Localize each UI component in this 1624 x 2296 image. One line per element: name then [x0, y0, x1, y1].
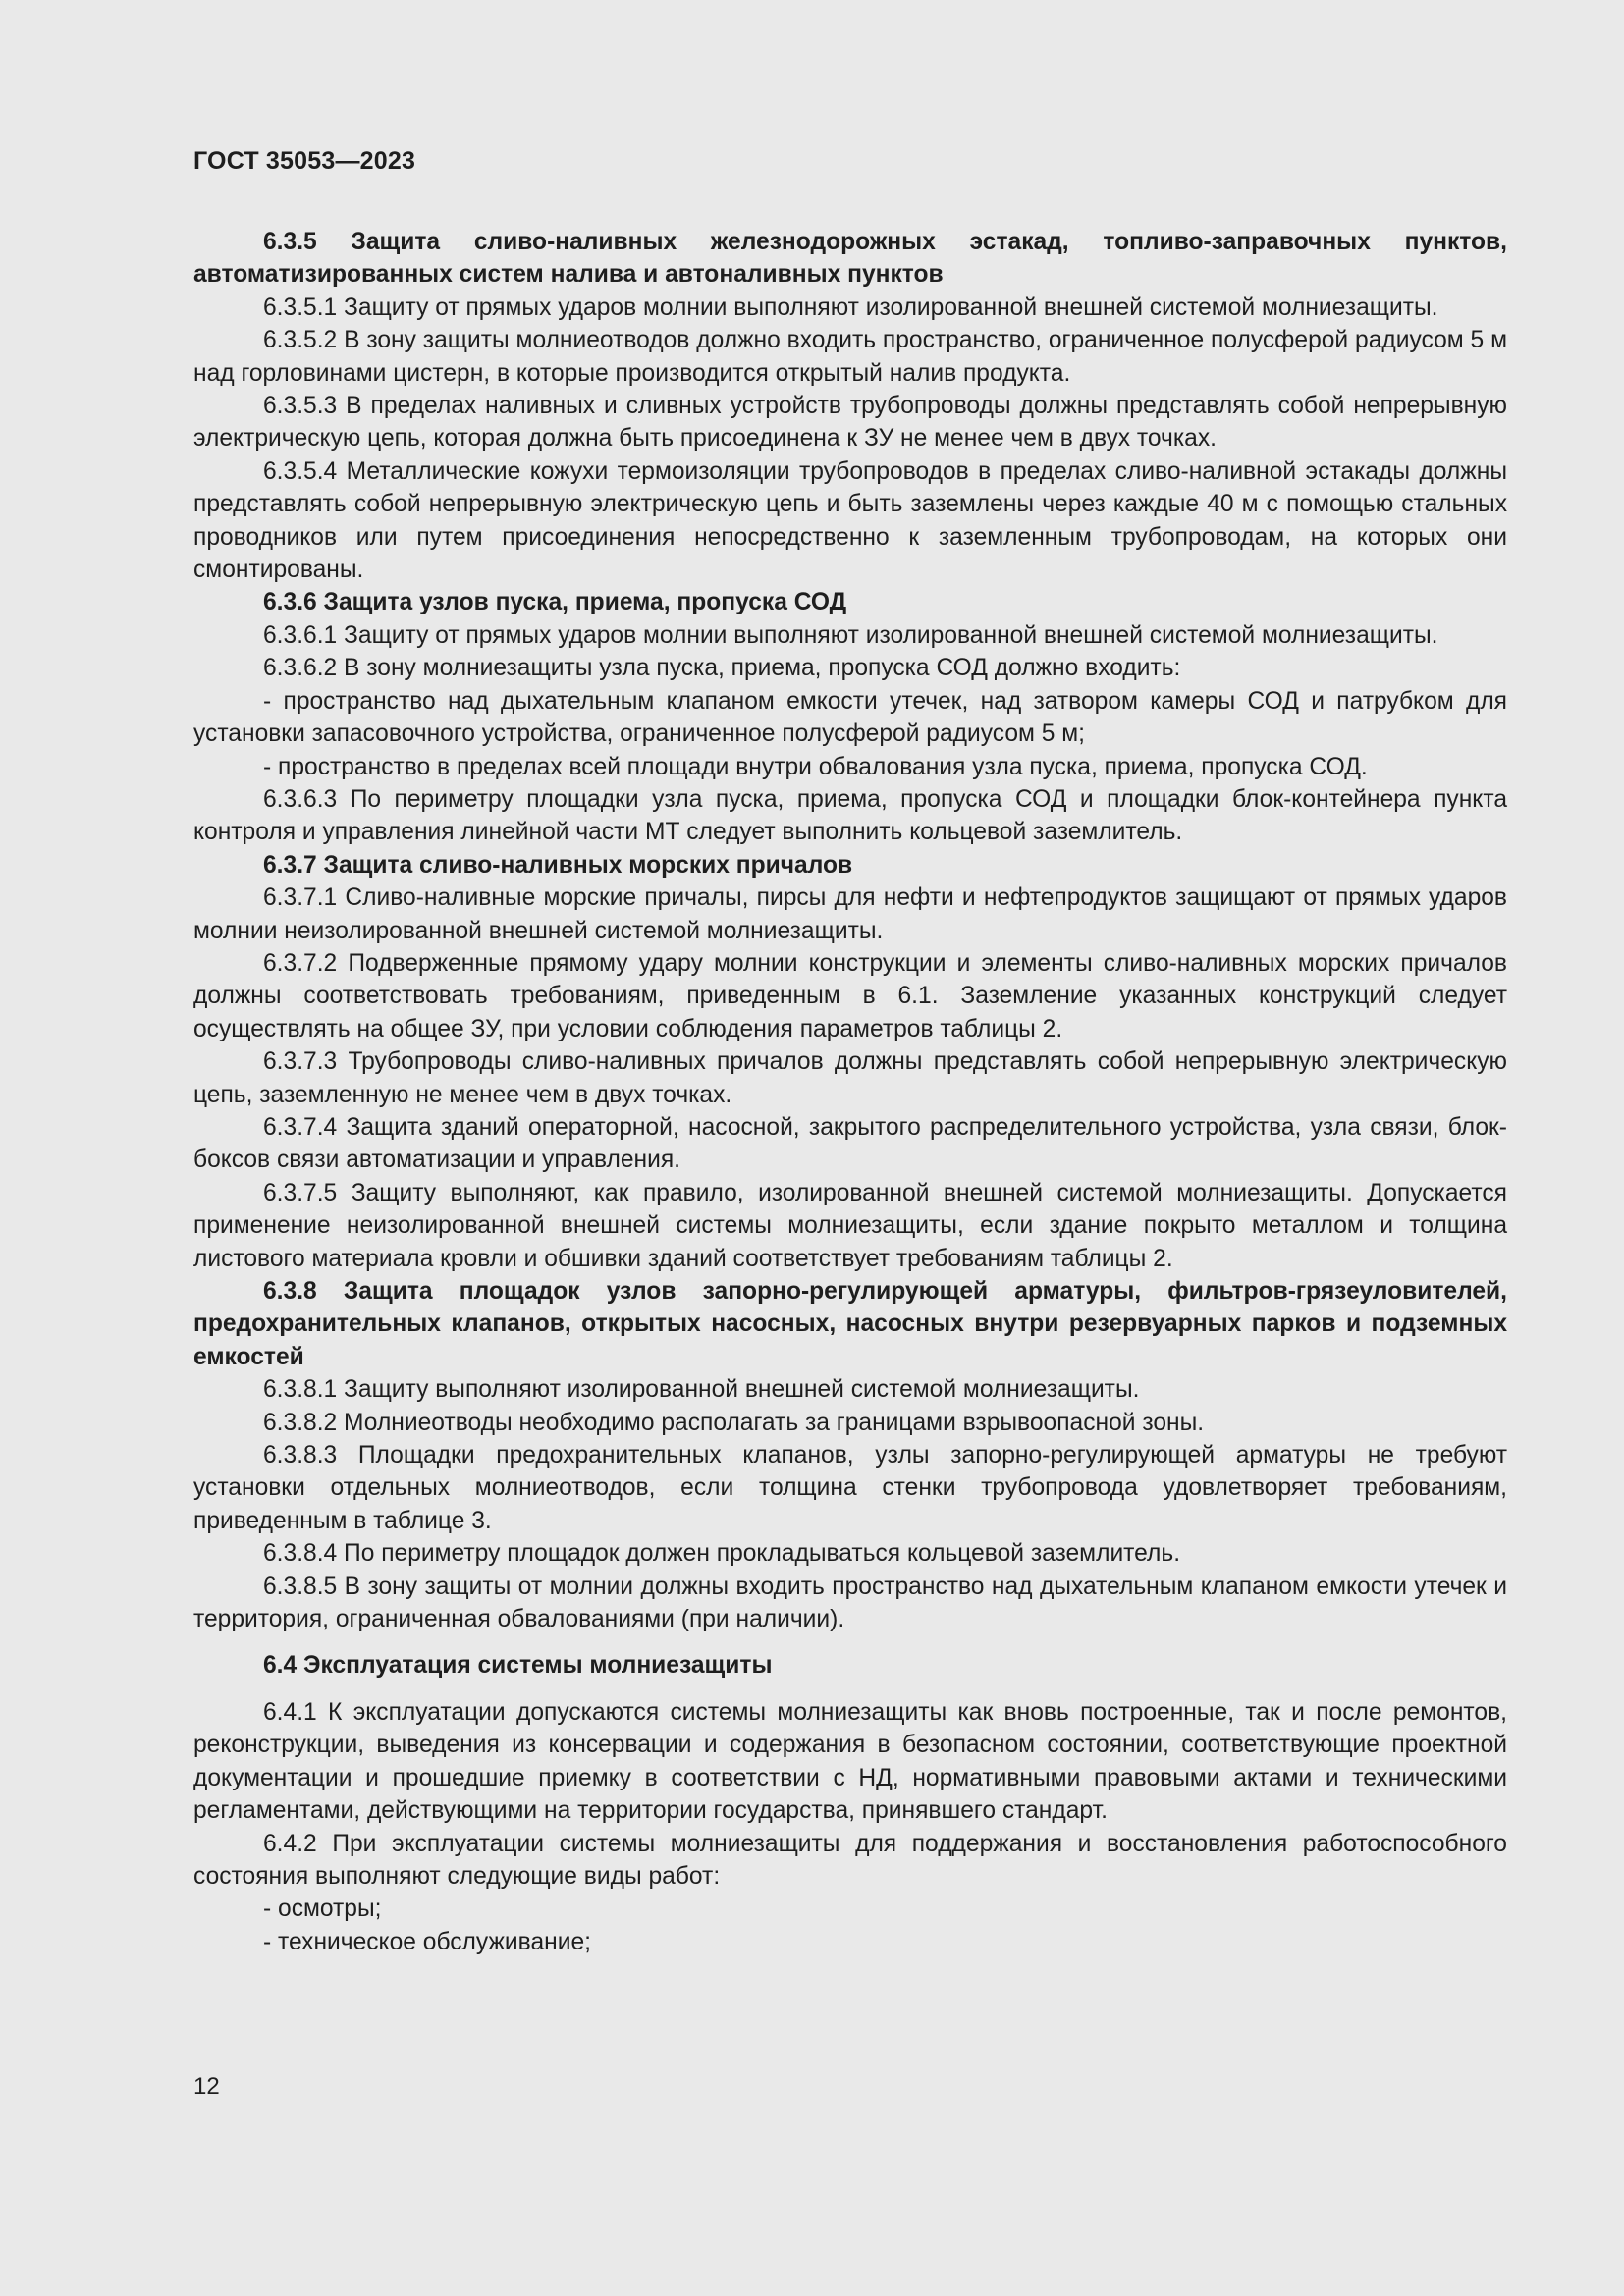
- paragraph-6-4-2: 6.4.2 При эксплуатации системы молниезащиты для поддержания и восстановления работоспособного состояния выполняют следующие виды работ:: [193, 1830, 1507, 1890]
- paragraph-6-3-5-2: 6.3.5.2 В зону защиты молниеотводов должно входить пространство, ограниченное полусферой радиусом 5 м над горловинами цистерн, в которые производится открытый налив продукта.: [193, 327, 1507, 387]
- list-item: - техническое обслуживание;: [263, 1928, 591, 1955]
- paragraph-6-3-8-5: 6.3.8.5 В зону защиты от молнии должны входить пространство над дыхательным клапаном емкости утечек и территория, ограниченная обвалованиями (при наличии).: [193, 1573, 1507, 1633]
- paragraph-6-3-5-3: 6.3.5.3 В пределах наливных и сливных устройств трубопроводы должны представлять собой непрерывную электрическую цепь, которая должна быть присоединена к ЗУ не менее чем в двух точках.: [193, 393, 1507, 453]
- list-item: - пространство над дыхательным клапаном емкости утечек, над затвором камеры СОД и патрубком для установки запасовочного устройства, ограниченное полусферой радиусом 5 м;: [193, 687, 1507, 748]
- section-heading-6-4: 6.4 Эксплуатация системы молниезащиты: [263, 1652, 773, 1680]
- section-heading-6-3-8: 6.3.8 Защита площадок узлов запорно-регулирующей арматуры, фильтров-грязеуловителей, предохранительных клапанов, открытых насосных, насосных внутри резервуарных парков и подземных емкостей: [193, 1278, 1507, 1370]
- paragraph-6-3-7-5: 6.3.7.5 Защиту выполняют, как правило, изолированной внешней системой молниезащиты. Допускается применение неизолированной внешней системы молниезащиты, если здание покрыто металлом и толщина листового материала кровли и обшивки зданий соответствует требованиям таблицы 2.: [193, 1179, 1507, 1272]
- paragraph-6-3-8-3: 6.3.8.3 Площадки предохранительных клапанов, узлы запорно-регулирующей арматуры не требуют установки отдельных молниеотводов, если толщина стенки трубопровода удовлетворяет требованиям, приведенным в таблице 3.: [193, 1442, 1507, 1534]
- paragraph-6-3-6-2: 6.3.6.2 В зону молниезащиты узла пуска, приема, пропуска СОД должно входить:: [263, 655, 1181, 682]
- paragraph-6-3-7-2: 6.3.7.2 Подверженные прямому удару молнии конструкции и элементы сливо-наливных морских причалов должны соответствовать требованиям, приведенным в 6.1. Заземление указанных конструкций следует осуществлять на общее ЗУ, при условии соблюдения параметров таблицы 2.: [193, 949, 1507, 1042]
- paragraph-6-3-6-1: 6.3.6.1 Защиту от прямых ударов молнии выполняют изолированной внешней системой молниезащиты.: [263, 621, 1438, 649]
- paragraph-6-3-8-2: 6.3.8.2 Молниеотводы необходимо располагать за границами взрывоопасной зоны.: [263, 1409, 1205, 1436]
- section-heading-6-3-6: 6.3.6 Защита узлов пуска, приема, пропуска СОД: [263, 589, 847, 616]
- paragraph-6-3-7-3: 6.3.7.3 Трубопроводы сливо-наливных причалов должны представлять собой непрерывную электрическую цепь, заземленную не менее чем в двух точках.: [193, 1048, 1507, 1108]
- paragraph-6-4-1: 6.4.1 К эксплуатации допускаются системы молниезащиты как вновь построенные, так и после ремонтов, реконструкции, выведения из консервации и содержания в безопасном состоянии, соответствующие проектной документации и прошедшие приемку в соответствии с НД, нормативными правовыми актами и техническими регламентами, действующими на территории государства, принявшего стандарт.: [193, 1698, 1507, 1825]
- section-heading-6-3-5: 6.3.5 Защита сливо-наливных железнодорожных эстакад, топливо-заправочных пунктов, автоматизированных систем налива и автоналивных пунктов: [193, 229, 1507, 289]
- list-item: - пространство в пределах всей площади внутри обвалования узла пуска, приема, пропуска СОД.: [263, 753, 1368, 780]
- paragraph-6-3-7-1: 6.3.7.1 Сливо-наливные морские причалы, пирсы для нефти и нефтепродуктов защищают от прямых ударов молнии неизолированной внешней системой молниезащиты.: [193, 884, 1507, 944]
- paragraph-6-3-8-1: 6.3.8.1 Защиту выполняют изолированной внешней системой молниезащиты.: [263, 1376, 1140, 1404]
- list-item: - осмотры;: [263, 1896, 382, 1923]
- page-number: 12: [193, 2073, 220, 2100]
- paragraph-6-3-5-1: 6.3.5.1 Защиту от прямых ударов молнии выполняют изолированной внешней системой молниезащиты.: [263, 294, 1438, 321]
- paragraph-6-3-5-4: 6.3.5.4 Металлические кожухи термоизоляции трубопроводов в пределах сливо-наливной эстакады должны представлять собой непрерывную электрическую цепь и быть заземлены через каждые 40 м с помощью стальных проводников или путем присоединения непосредственно к заземленным трубопроводам, на которых они смонтированы.: [193, 457, 1507, 584]
- paragraph-6-3-7-4: 6.3.7.4 Защита зданий операторной, насосной, закрытого распределительного устройства, узла связи, блок-боксов связи автоматизации и управления.: [193, 1113, 1507, 1174]
- document-body: [193, 226, 1507, 1958]
- section-heading-6-3-7: 6.3.7 Защита сливо-наливных морских причалов: [263, 851, 853, 879]
- document-header: ГОСТ 35053—2023: [193, 147, 416, 175]
- paragraph-6-3-6-3: 6.3.6.3 По периметру площадки узла пуска, приема, пропуска СОД и площадки блок-контейнера пункта контроля и управления линейной части МТ следует выполнить кольцевой заземлитель.: [193, 785, 1507, 846]
- paragraph-6-3-8-4: 6.3.8.4 По периметру площадок должен прокладываться кольцевой заземлитель.: [263, 1540, 1181, 1568]
